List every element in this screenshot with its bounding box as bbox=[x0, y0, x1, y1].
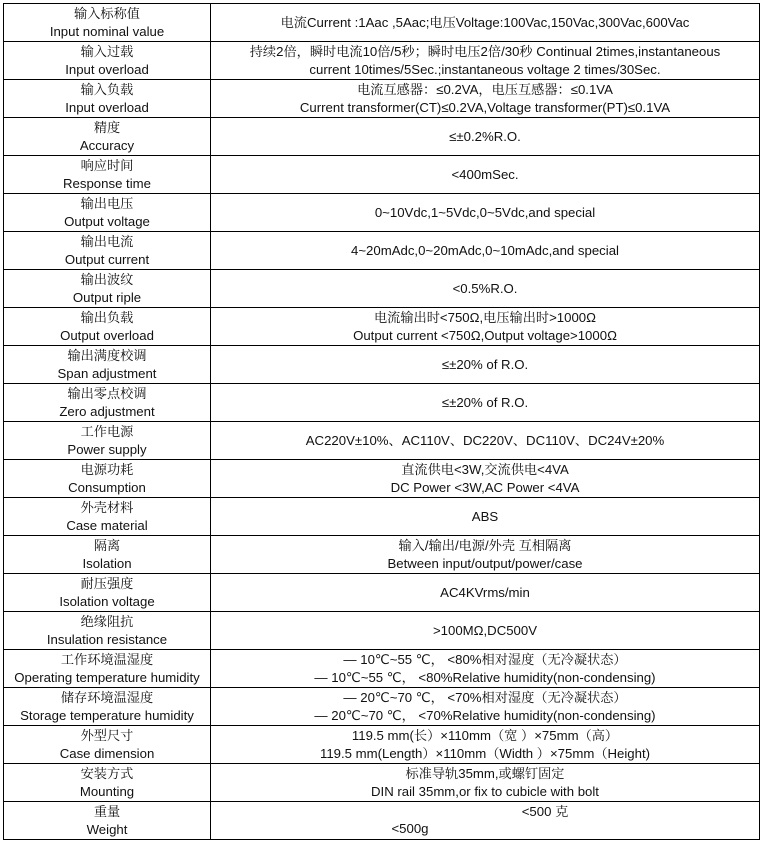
label-cell bbox=[4, 232, 211, 270]
table-row bbox=[4, 498, 760, 536]
value-cell bbox=[211, 346, 760, 384]
value-line: 电流输出时<750Ω,电压输出时>1000Ω bbox=[374, 309, 596, 325]
value-line: 直流供电<3W,交流供电<4VA bbox=[401, 461, 569, 477]
value-cell bbox=[211, 460, 760, 498]
table-row bbox=[4, 574, 760, 612]
weight-value-en: <500g bbox=[391, 821, 429, 836]
label-zh: 输出电压 bbox=[80, 195, 134, 211]
value-line: 119.5 mm(Length）×110mm（Width ）×75mm（Height) bbox=[319, 745, 651, 761]
label-zh: 输出波纹 bbox=[80, 271, 134, 287]
label-en: Accuracy bbox=[79, 137, 135, 153]
label-cell bbox=[4, 650, 211, 688]
label-zh: 外壳材料 bbox=[80, 499, 134, 515]
table-row bbox=[4, 232, 760, 270]
label-en: Output current bbox=[64, 251, 150, 267]
value-line: current 10times/5Sec.;instantaneous voltage 2 times/30Sec. bbox=[309, 61, 661, 77]
value-line: <400mSec. bbox=[451, 166, 519, 182]
value-cell bbox=[211, 764, 760, 802]
label-cell bbox=[4, 118, 211, 156]
label-en: Input overload bbox=[65, 61, 149, 77]
table-row bbox=[4, 422, 760, 460]
label-cell bbox=[4, 802, 211, 840]
table-row bbox=[4, 346, 760, 384]
value-line: AC4KVrms/min bbox=[440, 584, 530, 600]
table-row bbox=[4, 384, 760, 422]
label-en: Span adjustment bbox=[57, 365, 157, 381]
value-cell bbox=[211, 156, 760, 194]
table-row bbox=[4, 308, 760, 346]
label-zh: 电源功耗 bbox=[80, 461, 134, 477]
label-en: Output voltage bbox=[64, 213, 150, 229]
label-cell bbox=[4, 726, 211, 764]
value-cell bbox=[211, 4, 760, 42]
table-row bbox=[4, 270, 760, 308]
value-line: Output current <750Ω,Output voltage>1000Ω bbox=[353, 327, 617, 343]
value-cell bbox=[211, 42, 760, 80]
label-en: Isolation voltage bbox=[59, 593, 155, 609]
label-cell bbox=[4, 42, 211, 80]
label-cell bbox=[4, 308, 211, 346]
label-cell bbox=[4, 536, 211, 574]
value-line: ≤±0.2%R.O. bbox=[449, 128, 521, 144]
label-en: Weight bbox=[86, 821, 128, 837]
value-line: 4~20mAdc,0~20mAdc,0~10mAdc,and special bbox=[351, 242, 619, 258]
value-line: <0.5%R.O. bbox=[452, 280, 518, 296]
label-cell bbox=[4, 384, 211, 422]
label-zh: 输入过载 bbox=[80, 43, 134, 59]
value-cell bbox=[211, 422, 760, 460]
value-cell bbox=[211, 650, 760, 688]
label-en: Operating temperature humidity bbox=[14, 669, 200, 685]
spec-table-body bbox=[4, 4, 760, 840]
table-row bbox=[4, 194, 760, 232]
spec-table bbox=[3, 3, 760, 840]
label-cell bbox=[4, 80, 211, 118]
label-cell bbox=[4, 346, 211, 384]
label-zh: 输入标称值 bbox=[74, 5, 140, 21]
label-en: Power supply bbox=[67, 441, 147, 457]
label-zh: 精度 bbox=[93, 119, 121, 135]
label-zh: 重量 bbox=[93, 803, 121, 819]
value-cell bbox=[211, 270, 760, 308]
value-line: — 20℃~70 ℃， <70%Relative humidity(non-condensing) bbox=[314, 707, 656, 723]
label-en: Consumption bbox=[68, 479, 146, 495]
value-line: ≤±20% of R.O. bbox=[441, 356, 529, 372]
label-en: Zero adjustment bbox=[59, 403, 155, 419]
label-cell bbox=[4, 270, 211, 308]
value-cell bbox=[211, 384, 760, 422]
label-zh: 绝缘阻抗 bbox=[80, 613, 134, 629]
value-line: Current transformer(CT)≤0.2VA,Voltage transformer(PT)≤0.1VA bbox=[299, 99, 671, 115]
label-cell bbox=[4, 688, 211, 726]
label-en: Input overload bbox=[65, 99, 149, 115]
label-en: Isolation bbox=[82, 555, 132, 571]
table-row bbox=[4, 4, 760, 42]
value-line: DC Power <3W,AC Power <4VA bbox=[390, 479, 580, 495]
label-en: Output riple bbox=[72, 289, 142, 305]
table-row bbox=[4, 726, 760, 764]
label-cell bbox=[4, 498, 211, 536]
label-cell bbox=[4, 460, 211, 498]
value-line: 持续2倍，瞬时电流10倍/5秒；瞬时电压2倍/30秒 Continual 2times,instantaneous bbox=[249, 43, 721, 59]
label-zh: 输出负载 bbox=[80, 309, 134, 325]
label-en: Response time bbox=[63, 175, 151, 191]
label-cell bbox=[4, 612, 211, 650]
value-cell bbox=[211, 574, 760, 612]
label-cell bbox=[4, 156, 211, 194]
value-line: 输入/输出/电源/外壳 互相隔离 bbox=[398, 537, 572, 553]
value-cell bbox=[211, 118, 760, 156]
value-cell bbox=[211, 688, 760, 726]
table-row bbox=[4, 536, 760, 574]
label-zh: 安装方式 bbox=[80, 765, 134, 781]
label-en: Insulation resistance bbox=[46, 631, 168, 647]
label-en: Case dimension bbox=[59, 745, 155, 761]
label-zh: 输入负载 bbox=[80, 81, 134, 97]
label-cell bbox=[4, 574, 211, 612]
label-zh: 外型尺寸 bbox=[80, 727, 134, 743]
value-line: AC220V±10%、AC110V、DC220V、DC110V、DC24V±20% bbox=[305, 432, 665, 448]
table-row bbox=[4, 764, 760, 802]
label-zh: 输出零点校调 bbox=[67, 385, 147, 401]
value-line: 电流互感器：≤0.2VA，电压互感器：≤0.1VA bbox=[357, 81, 613, 97]
value-cell bbox=[211, 612, 760, 650]
table-row bbox=[4, 80, 760, 118]
table-row bbox=[4, 650, 760, 688]
label-cell bbox=[4, 422, 211, 460]
value-cell bbox=[211, 308, 760, 346]
label-en: Mounting bbox=[79, 783, 135, 799]
label-zh: 响应时间 bbox=[80, 157, 134, 173]
value-cell bbox=[211, 802, 760, 840]
value-cell bbox=[211, 536, 760, 574]
table-row bbox=[4, 688, 760, 726]
label-en: Storage temperature humidity bbox=[20, 707, 194, 723]
label-en: Case material bbox=[66, 517, 148, 533]
label-cell bbox=[4, 194, 211, 232]
value-line: ABS bbox=[471, 508, 499, 524]
label-cell bbox=[4, 4, 211, 42]
value-line: — 10℃~55 ℃， <80%相对湿度（无冷凝状态） bbox=[343, 651, 627, 667]
label-zh: 输出满度校调 bbox=[67, 347, 147, 363]
value-line: 0~10Vdc,1~5Vdc,0~5Vdc,and special bbox=[374, 204, 596, 220]
value-line: ≤±20% of R.O. bbox=[441, 394, 529, 410]
table-row bbox=[4, 156, 760, 194]
value-cell bbox=[211, 194, 760, 232]
table-row bbox=[4, 42, 760, 80]
value-line: >100MΩ,DC500V bbox=[432, 622, 538, 638]
label-cell bbox=[4, 764, 211, 802]
value-line: 119.5 mm(长）×110mm（宽 ）×75mm（高） bbox=[351, 727, 619, 743]
value-line: DIN rail 35mm,or fix to cubicle with bolt bbox=[371, 783, 599, 799]
label-zh: 储存环境温湿度 bbox=[60, 689, 154, 705]
value-line: 标准导轨35mm,或螺钉固定 bbox=[405, 765, 565, 781]
value-cell bbox=[211, 726, 760, 764]
table-row bbox=[4, 612, 760, 650]
value-line: 电流Current :1Aac ,5Aac;电压Voltage:100Vac,150Vac,300Vac,600Vac bbox=[280, 14, 690, 30]
value-line: — 10℃~55 ℃， <80%Relative humidity(non-condensing) bbox=[314, 669, 656, 685]
label-zh: 工作电源 bbox=[80, 423, 134, 439]
value-cell bbox=[211, 498, 760, 536]
value-line: — 20℃~70 ℃， <70%相对湿度（无冷凝状态） bbox=[343, 689, 627, 705]
table-row bbox=[4, 118, 760, 156]
label-zh: 耐压强度 bbox=[80, 575, 134, 591]
table-row bbox=[4, 802, 760, 840]
value-cell bbox=[211, 80, 760, 118]
value-cell bbox=[211, 232, 760, 270]
label-zh: 输出电流 bbox=[80, 233, 134, 249]
label-en: Input nominal value bbox=[49, 23, 165, 39]
label-zh: 工作环境温湿度 bbox=[60, 651, 154, 667]
table-row bbox=[4, 460, 760, 498]
value-line: Between input/output/power/case bbox=[387, 555, 583, 571]
label-zh: 隔离 bbox=[93, 537, 121, 553]
label-en: Output overload bbox=[60, 327, 154, 343]
weight-value-zh: <500 克 bbox=[521, 804, 569, 819]
